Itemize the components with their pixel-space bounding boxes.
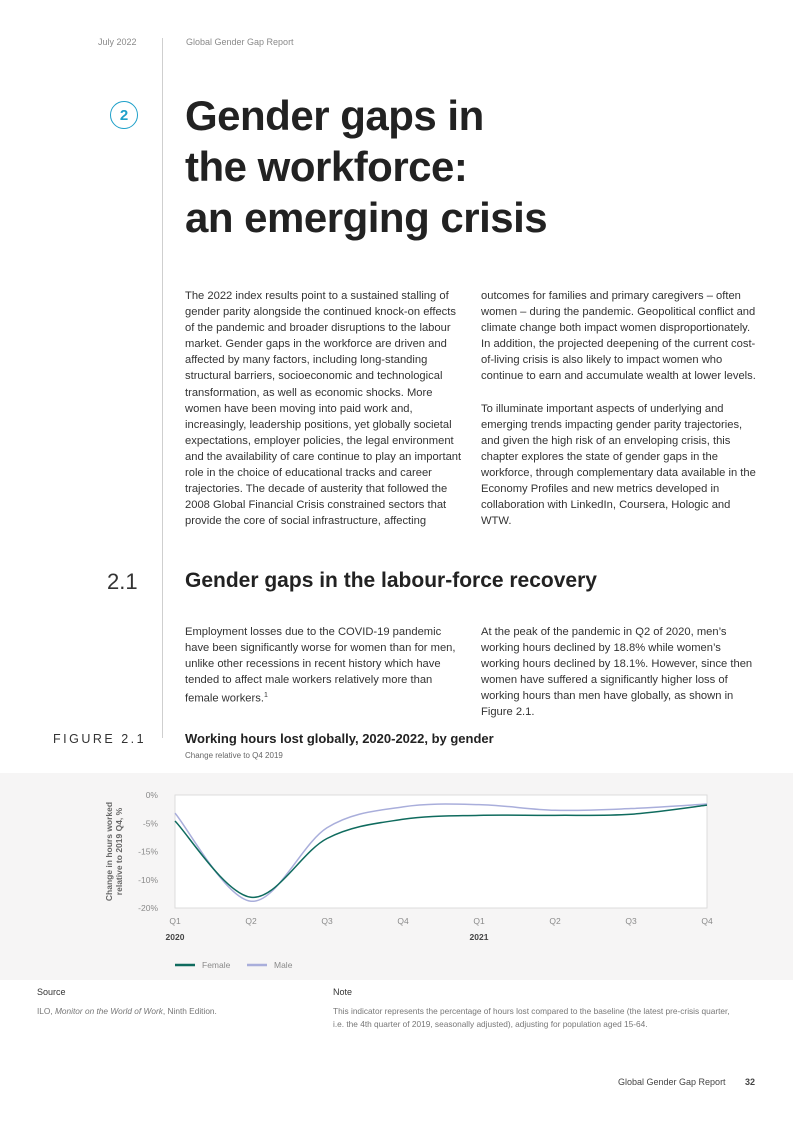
x-tick-label: Q2 [245, 916, 257, 926]
section-paragraph-text: Employment losses due to the COVID-19 pandemic have been significantly worse for women than for men, unlike other recessions in recent history which have tended to affect male workers relatively more than female workers. [185, 626, 456, 706]
y-tick-label: -5% [142, 818, 158, 829]
header-report-title: Global Gender Gap Report [186, 37, 294, 47]
chapter-title-line: an emerging crisis [185, 194, 548, 241]
figure-title: Working hours lost globally, 2020-2022, by gender [185, 731, 494, 746]
footnote-marker[interactable]: 1 [263, 692, 268, 700]
y-axis-title-line: Change in hours worked [104, 801, 114, 902]
legend-label: Male [274, 960, 293, 970]
intro-paragraph: The 2022 index results point to a sustained stalling of gender parity alongside the continued knock-on effects of the pandemic and broader disruptions to the labour market. Gender gaps in the workforce are driven and affected by many factors, including long-standing structural barriers, socioeconomic and technological transformation, as well as economic shocks. More women have been moving into paid work and, increasingly, leadership positions, yet globally societal expectations, employer policies, the legal environment and the availability of care continue to play an important role in the choice of educational tracks and career trajectories. The decade of austerity that followed the 2008 Global Financial Crisis constrained sectors that provide the core of social infrastructure, affecting [185, 290, 462, 528]
section-paragraph: At the peak of the pandemic in Q2 of 2020, men’s working hours declined by 18.8% while women’s working hours declined by 18.1%. However, since then women have suffered a significantly higher loss of working hours than men have globally, as shown in Figure 2.1. [481, 626, 753, 719]
y-axis-title-line: relative to 2019 Q4, % [114, 807, 124, 896]
legend-label: Female [202, 960, 231, 970]
vertical-divider-section [162, 566, 163, 738]
y-tick-label: -15% [138, 846, 158, 857]
source-heading: Source [37, 987, 66, 997]
chapter-title-line: Gender gaps in [185, 92, 484, 139]
section-column-right [481, 624, 759, 737]
source-text-suffix: , Ninth Edition. [162, 1006, 217, 1016]
note-text: This indicator represents the percentage of hours lost compared to the baseline (the latest pre-crisis quarter, i.e. the 4th quarter of 2019, seasonally adjusted), adjusting for population aged 15-64. [333, 1006, 730, 1029]
x-group-label: 2020 [165, 932, 185, 942]
intro-paragraph: outcomes for families and primary caregivers – often women – during the pandemic. Geopolitical conflict and climate change both impact women disproportionately. In addition, the projected deepening of the current cost-of-living crisis is also likely to impact women who continue to earn and accumulate wealth at lower levels. [481, 290, 756, 383]
chart-legend [175, 960, 293, 970]
x-tick-label: Q4 [701, 916, 713, 926]
x-tick-label: Q4 [397, 916, 409, 926]
y-axis-title [104, 802, 124, 901]
x-group-label: 2021 [469, 932, 489, 942]
working-hours-chart [0, 773, 793, 980]
chapter-title-line: the workforce: [185, 143, 468, 190]
x-tick-label: Q3 [625, 916, 637, 926]
footer-report-title: Global Gender Gap Report [618, 1077, 726, 1087]
chapter-title [185, 90, 745, 243]
y-tick-label: -10% [138, 874, 158, 885]
plot-area [175, 795, 707, 908]
intro-paragraph: To illuminate important aspects of underlying and emerging trends impacting gender parity trajectories, and given the high risk of an enveloping crisis, this chapter explores the state of gender gaps in the workforce, through complementary data available in the Economy Profiles and new metrics developed in collaboration with LinkedIn, Coursera, Hologic and WTW. [481, 402, 756, 528]
intro-column-right [481, 288, 759, 545]
page-number: 32 [745, 1077, 756, 1087]
y-tick-label: -20% [138, 903, 158, 913]
header-date: July 2022 [98, 37, 137, 47]
x-tick-label: Q3 [321, 916, 333, 926]
vertical-divider [162, 38, 163, 578]
source-text [37, 1005, 297, 1018]
x-tick-label: Q1 [169, 916, 181, 926]
section-paragraph [185, 624, 465, 707]
section-number: 2.1 [107, 569, 138, 594]
y-tick-label: 0% [145, 790, 158, 800]
figure-label: FIGURE 2.1 [53, 732, 147, 746]
source-text-prefix: ILO, [37, 1006, 55, 1016]
source-publication-title: Monitor on the World of Work [54, 1006, 163, 1016]
note-heading: Note [333, 987, 353, 997]
chart-frame [175, 795, 707, 908]
figure-subtitle: Change relative to Q4 2019 [185, 751, 283, 760]
section-title: Gender gaps in the labour-force recovery [185, 569, 597, 592]
intro-column-left [185, 288, 463, 545]
chapter-number-badge: 2 [110, 101, 138, 129]
x-tick-label: Q1 [473, 916, 485, 926]
section-column-left [185, 624, 465, 723]
x-tick-label: Q2 [549, 916, 561, 926]
